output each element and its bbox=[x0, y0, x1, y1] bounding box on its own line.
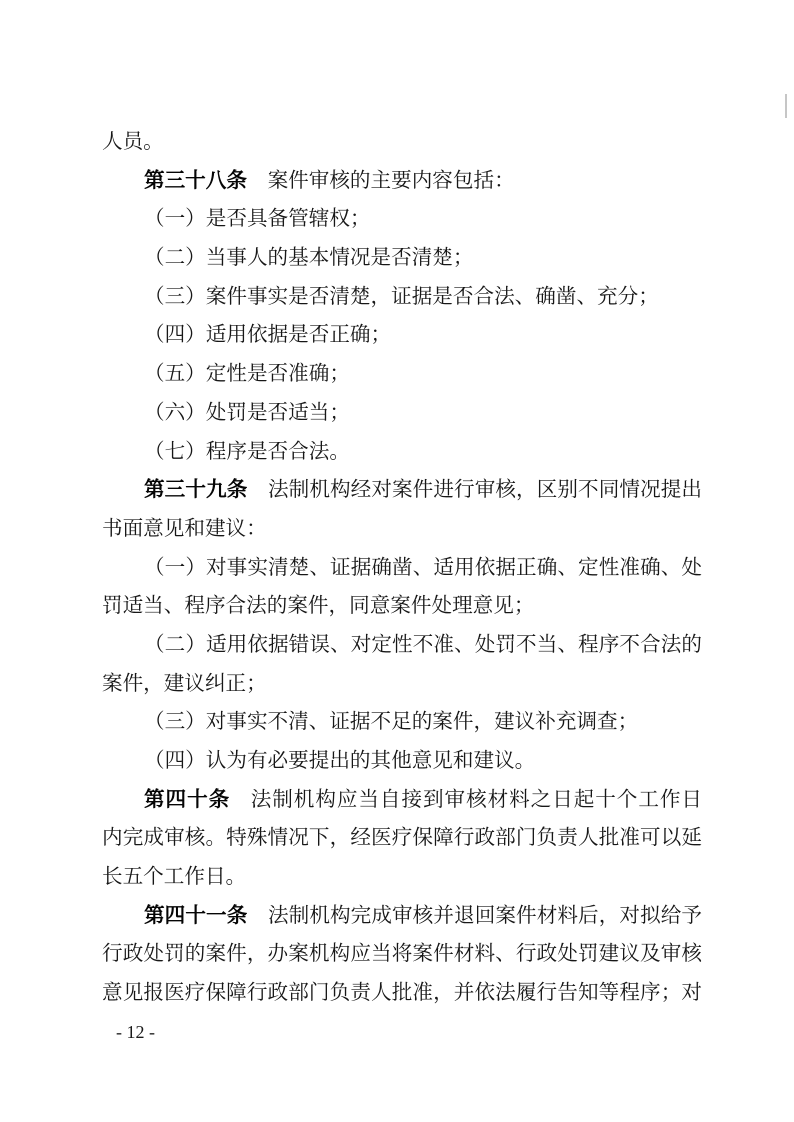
article-41-line-2: 行政处罚的案件，办案机构应当将案件材料、行政处罚建议及审核 bbox=[102, 941, 702, 966]
article-38-item-3: （三）案件事实是否清楚，证据是否合法、确凿、充分； bbox=[144, 283, 659, 308]
article-39-heading bbox=[102, 470, 702, 509]
article-39-intro-continuation: 书面意见和建议： bbox=[102, 515, 267, 540]
article-39-item-4: （四）认为有必要提出的其他意见和建议。 bbox=[144, 748, 536, 772]
scan-artifact-mark bbox=[785, 94, 787, 118]
article-38-item-6: （六）处罚是否适当； bbox=[144, 399, 350, 424]
article-38-heading bbox=[102, 161, 702, 200]
article-38-item-2: （二）当事人的基本情况是否清楚； bbox=[144, 245, 474, 270]
article-40-heading bbox=[102, 780, 702, 819]
article-40-line-3: 长五个工作日。 bbox=[102, 864, 247, 889]
article-38-number: 第三十八条 bbox=[144, 167, 247, 192]
article-39-item-1: （一）对事实清楚、证据确凿、适用依据正确、定性准确、处 bbox=[144, 554, 702, 579]
page-number: - 12 - bbox=[116, 1022, 155, 1042]
article-38-item-5: （五）定性是否准确； bbox=[144, 361, 350, 386]
article-40-line-2: 内完成审核。特殊情况下，经医疗保障行政部门负责人批准可以延 bbox=[102, 825, 702, 850]
article-41-number: 第四十一条 bbox=[144, 902, 248, 927]
article-39-item-3: （三）对事实不清、证据不足的案件，建议补充调查； bbox=[144, 709, 639, 734]
article-41-heading bbox=[102, 896, 702, 935]
article-41-line-3: 意见报医疗保障行政部门负责人批准，并依法履行告知等程序；对 bbox=[102, 980, 702, 1005]
article-40-text: 法制机构应当自接到审核材料之日起十个工作日 bbox=[250, 786, 703, 811]
article-40-number: 第四十条 bbox=[144, 786, 231, 811]
article-41-text: 法制机构完成审核并退回案件材料后，对拟给予 bbox=[267, 902, 703, 927]
article-39-number: 第三十九条 bbox=[144, 477, 248, 502]
article-38-item-4: （四）适用依据是否正确； bbox=[144, 322, 392, 347]
article-39-item-2-continuation: 案件，建议纠正； bbox=[102, 670, 267, 695]
article-38-item-7: （七）程序是否合法。 bbox=[144, 438, 350, 463]
article-39-item-2: （二）适用依据错误、对定性不准、处罚不当、程序不合法的 bbox=[144, 631, 702, 656]
article-38-intro: 案件审核的主要内容包括： bbox=[267, 167, 515, 192]
document-body bbox=[102, 122, 702, 1012]
continuation-line: 人员。 bbox=[102, 129, 164, 153]
article-39-intro: 法制机构经对案件进行审核，区别不同情况提出 bbox=[267, 477, 703, 502]
article-38-item-1: （一）是否具备管辖权； bbox=[144, 206, 371, 231]
article-39-item-1-continuation: 罚适当、程序合法的案件，同意案件处理意见； bbox=[102, 593, 535, 618]
